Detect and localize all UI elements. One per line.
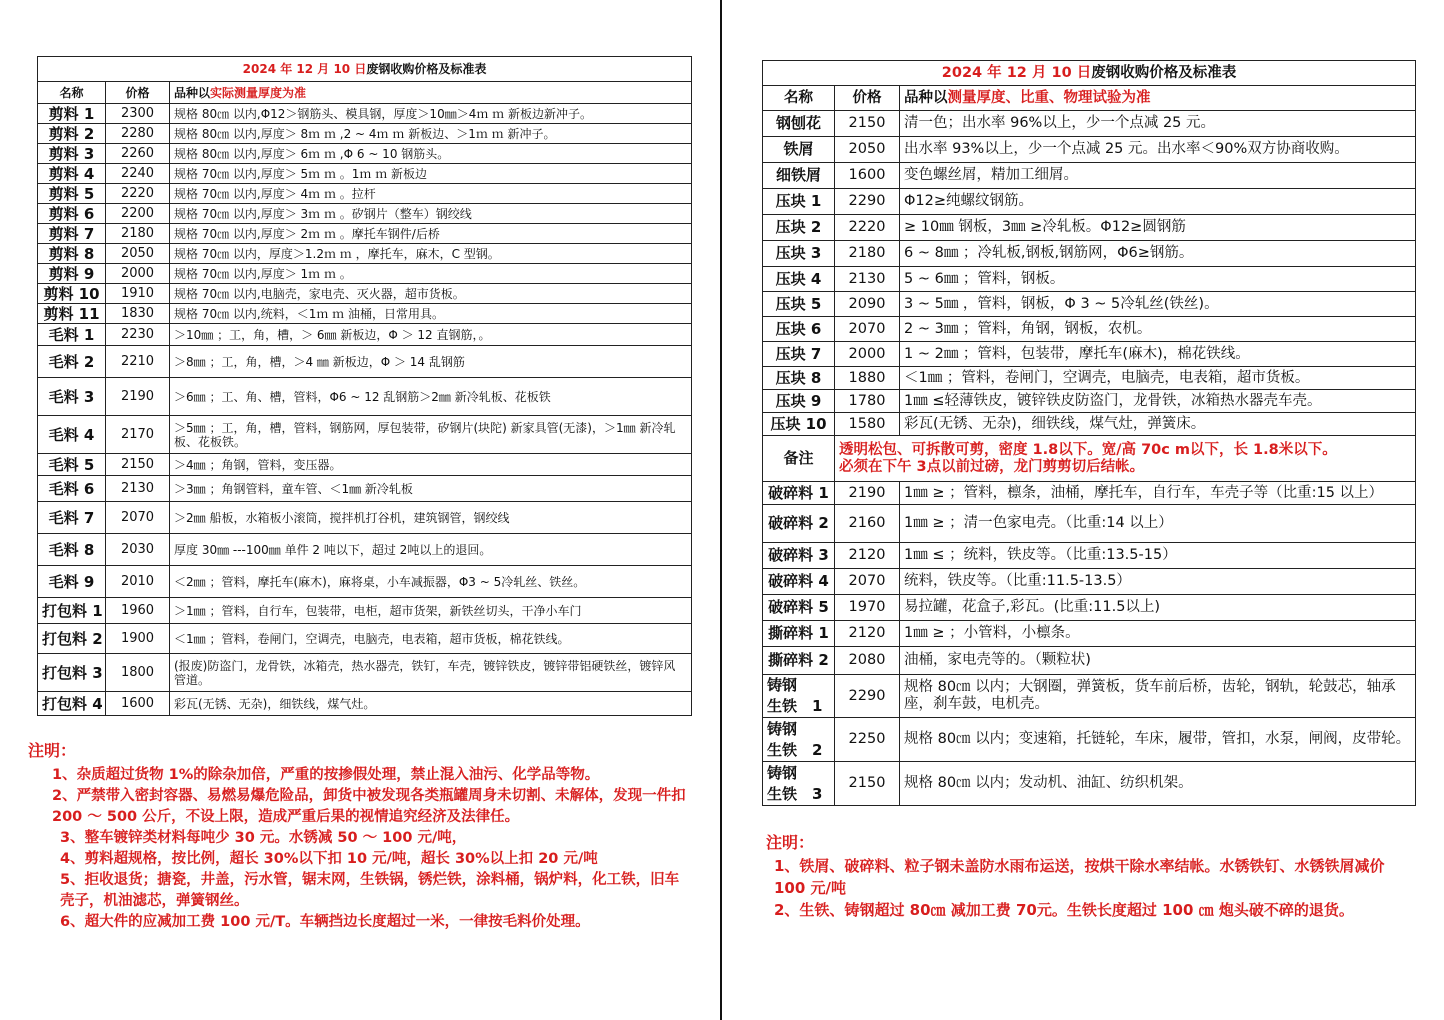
table-row	[763, 482, 1416, 505]
item-name: 毛料 6	[38, 476, 106, 502]
table-row	[763, 137, 1416, 163]
item-spec: ＞5㎜ ；工，角，槽，管料，钢筋网，厚包装带，矽钢片(块陀) 新家具管(无漆)，＞1㎜ 新冷轧板、花板铁。	[170, 416, 692, 454]
header-price: 价格	[106, 82, 170, 104]
item-spec: 规格 80㎝ 以内；发动机、油缸、纺织机架。	[900, 762, 1416, 806]
table-row	[38, 164, 692, 184]
item-price: 2070	[835, 569, 900, 595]
item-price: 2130	[835, 267, 900, 292]
item-name: 压块 4	[763, 267, 835, 292]
item-name: 剪料 3	[38, 144, 106, 164]
left-note-2: 2、严禁带入密封容器、易燃易爆危险品，卸货中被发现各类瓶罐周身未切割、未解体，发现一件扣 200 ～ 500 公斤，不设上限，造成严重后果的视情追究经济及法律任。	[52, 788, 686, 825]
item-name: 毛料 2	[38, 346, 106, 378]
item-spec: 规格 70㎝ 以内,电脑壳，家电壳、灭火器，超市货板。	[170, 284, 692, 304]
item-name: 破碎料 4	[763, 569, 835, 595]
item-spec: 6 ~ 8㎜ ；冷轧板,钢板,钢筋网，Φ6≥钢筋。	[900, 241, 1416, 267]
item-name	[763, 718, 835, 762]
item-spec: 2 ~ 3㎜ ；管料，角钢，钢板，农机。	[900, 317, 1416, 342]
left-note-1: 1、杂质超过货物 1%的除杂加倍，严重的按掺假处理，禁止混入油污、化学品等物。	[52, 767, 600, 783]
table-row	[763, 342, 1416, 367]
item-name: 压块 5	[763, 292, 835, 317]
remark-line-1: 透明松包、可拆散可剪，密度 1.8以下。宽/高 70c m以下，长 1.8米以下。	[839, 441, 1337, 458]
item-price: 2210	[106, 346, 170, 378]
table-row	[763, 292, 1416, 317]
item-name-line2: 生铁 3	[767, 784, 823, 803]
item-price: 2090	[835, 292, 900, 317]
table-row	[38, 284, 692, 304]
item-name: 打包料 4	[38, 692, 106, 716]
item-spec: 规格 70㎝ 以内,厚度＞ 3ｍ ｍ 。矽钢片（整车）钢绞线	[170, 204, 692, 224]
item-price: 2120	[835, 621, 900, 647]
item-name: 剪料 5	[38, 184, 106, 204]
table-row	[763, 413, 1416, 436]
item-spec: 1㎜ ≥ ；清一色家电壳。（比重:14 以上）	[900, 505, 1416, 543]
item-name: 破碎料 1	[763, 482, 835, 505]
item-price: 1580	[835, 413, 900, 436]
right-header-row	[763, 86, 1416, 111]
item-price: 1880	[835, 367, 900, 390]
item-price: 2180	[835, 241, 900, 267]
item-name: 撕碎料 1	[763, 621, 835, 647]
table-row	[38, 124, 692, 144]
item-price: 1830	[106, 304, 170, 324]
item-spec: ＞3㎜ ；角钢管料，童车管、＜1㎜ 新冷轧板	[170, 476, 692, 502]
item-name-line1: 铸钢	[767, 763, 798, 782]
item-name: 铁屑	[763, 137, 835, 163]
right-price-table	[762, 60, 1416, 806]
item-name: 破碎料 5	[763, 595, 835, 621]
item-name-line1: 铸钢	[767, 676, 798, 694]
item-name: 剪料 10	[38, 284, 106, 304]
item-price: 2290	[835, 675, 900, 718]
item-price: 2050	[835, 137, 900, 163]
item-spec: 厚度 30㎜ ---100㎜ 单件 2 吨以下，超过 2吨以上的退回。	[170, 534, 692, 566]
item-name: 毛料 3	[38, 378, 106, 416]
item-spec: 规格 80㎝ 以内,厚度＞ 6ｍ ｍ ,Φ 6 ~ 10 钢筋头。	[170, 144, 692, 164]
item-name	[763, 675, 835, 718]
table-row	[38, 654, 692, 692]
table-row	[38, 476, 692, 502]
item-price: 2250	[835, 718, 900, 762]
item-name: 压块 7	[763, 342, 835, 367]
right-table	[762, 60, 1416, 806]
item-spec: 1㎜ ≤ ；统料，铁皮等。（比重:13.5-15）	[900, 543, 1416, 569]
table-row	[38, 534, 692, 566]
item-name: 打包料 3	[38, 654, 106, 692]
item-price: 1600	[106, 692, 170, 716]
table-row	[38, 624, 692, 654]
table-row	[763, 762, 1416, 806]
remark-label: 备注	[763, 436, 835, 482]
item-name: 压块 9	[763, 390, 835, 413]
table-row	[38, 566, 692, 598]
table-row	[763, 595, 1416, 621]
item-name: 压块 2	[763, 215, 835, 241]
table-row	[38, 104, 692, 124]
table-row	[38, 378, 692, 416]
item-spec: 规格 70㎝ 以内,厚度＞ 1ｍ ｍ 。	[170, 264, 692, 284]
table-row	[38, 264, 692, 284]
item-name: 压块 6	[763, 317, 835, 342]
table-row	[763, 163, 1416, 189]
item-price: 1900	[106, 624, 170, 654]
item-spec: 出水率 93%以上，少一个点减 25 元。出水率＜90%双方协商收购。	[900, 137, 1416, 163]
item-name: 毛料 7	[38, 502, 106, 534]
table-row	[38, 454, 692, 476]
table-row	[38, 184, 692, 204]
remark-text	[835, 436, 1416, 482]
item-spec: 规格 80㎝ 以内；变速箱，托链轮，车床，履带，管扣，水泵，闸阀，皮带轮。	[900, 718, 1416, 762]
item-price: 2150	[835, 111, 900, 137]
item-spec: ＞6㎜ ；工、角、槽，管料，Φ6 ~ 12 乱钢筋＞2㎜ 新冷轧板、花板铁	[170, 378, 692, 416]
item-spec: 规格 70㎝ 以内,厚度＞ 4ｍ ｍ 。拉杆	[170, 184, 692, 204]
item-name: 剪料 2	[38, 124, 106, 144]
table-row	[38, 324, 692, 346]
table-row	[763, 621, 1416, 647]
item-name: 毛料 9	[38, 566, 106, 598]
table-row	[38, 502, 692, 534]
item-price: 2050	[106, 244, 170, 264]
left-price-table	[37, 56, 692, 716]
item-name-line2: 生铁 1	[767, 697, 823, 715]
header-desc: 品种以测量厚度、比重、物理试验为准	[900, 86, 1416, 111]
table-row	[763, 647, 1416, 675]
item-price: 2280	[106, 124, 170, 144]
item-name: 毛料 5	[38, 454, 106, 476]
item-spec: 1㎜ ≥ ；管料，檩条，油桶，摩托车，自行车，车壳子等（比重:15 以上）	[900, 482, 1416, 505]
item-name: 剪料 1	[38, 104, 106, 124]
item-price: 1960	[106, 598, 170, 624]
table-row	[763, 317, 1416, 342]
right-note-2: 2、生铁、铸钢超过 80㎝ 减加工费 70元。生铁长度超过 100 ㎝ 炮头破不碎的退货。	[774, 901, 1354, 919]
item-spec: 变色螺丝屑，精加工细屑。	[900, 163, 1416, 189]
item-name: 剪料 11	[38, 304, 106, 324]
table-row	[38, 346, 692, 378]
page-divider	[720, 0, 722, 1020]
remark-line-2: 必须在下午 3点以前过磅，龙门剪剪切后结帐。	[839, 458, 1145, 475]
item-price: 1800	[106, 654, 170, 692]
item-price: 2010	[106, 566, 170, 598]
item-spec: 规格 70㎝ 以内,厚度＞ 5ｍ ｍ 。1ｍ ｍ 新板边	[170, 164, 692, 184]
item-name-line1: 铸钢	[767, 719, 798, 738]
item-name: 压块 8	[763, 367, 835, 390]
item-price: 2170	[106, 416, 170, 454]
table-row	[763, 505, 1416, 543]
item-spec: 规格 70㎝ 以内，厚度＞1.2ｍ ｍ ，摩托车，麻木，C 型钢。	[170, 244, 692, 264]
item-name: 打包料 1	[38, 598, 106, 624]
item-spec: ＜1㎜ ；管料，卷闸门，空调壳，电脑壳，电表箱，超市货板。	[900, 367, 1416, 390]
table-row	[763, 543, 1416, 569]
left-notes-title: 注明：	[28, 741, 77, 760]
item-spec: ＞1㎜ ；管料，自行车，包装带，电柜，超市货架，新铁丝切头，干净小车门	[170, 598, 692, 624]
item-spec: (报废)防盗门，龙骨铁，冰箱壳，热水器壳，铁钉，车壳，镀锌铁皮，镀锌带铝硬铁丝，镀锌风管道。	[170, 654, 692, 692]
item-price: 2220	[835, 215, 900, 241]
left-header-row	[38, 82, 692, 104]
item-name: 打包料 2	[38, 624, 106, 654]
table-row	[38, 144, 692, 164]
item-price: 2180	[106, 224, 170, 244]
item-spec: Φ12≥纯螺纹钢筋。	[900, 189, 1416, 215]
item-spec: 规格 70㎝ 以内,统料，＜1ｍ ｍ 油桶，日常用具。	[170, 304, 692, 324]
item-price: 2200	[106, 204, 170, 224]
item-name: 剪料 9	[38, 264, 106, 284]
remark-row	[763, 436, 1416, 482]
item-name: 压块 1	[763, 189, 835, 215]
header-name: 名称	[763, 86, 835, 111]
item-name: 压块 3	[763, 241, 835, 267]
item-spec: 规格 70㎝ 以内,厚度＞ 2ｍ ｍ 。摩托车钢件/后桥	[170, 224, 692, 244]
item-price: 2000	[106, 264, 170, 284]
left-table-title: 2024 年 12 月 10 日废钢收购价格及标准表	[38, 57, 692, 82]
item-price: 2030	[106, 534, 170, 566]
table-row	[763, 267, 1416, 292]
left-table	[37, 56, 692, 716]
left-note-5: 5、拒收退货；搪瓷，井盖，污水管，锯末网，生铁锅，锈烂铁，涂料桶，锅炉料，化工铁，旧车壳子，机油滤芯，弹簧钢丝。	[60, 872, 680, 909]
item-price: 1780	[835, 390, 900, 413]
right-notes	[766, 830, 1414, 921]
item-price: 2000	[835, 342, 900, 367]
table-row	[763, 189, 1416, 215]
item-spec: ＜2㎜ ；管料，摩托车(麻木)，麻将桌，小车减振器，Φ3 ~ 5冷轧丝、铁丝。	[170, 566, 692, 598]
item-name: 剪料 7	[38, 224, 106, 244]
left-note-3: 3、整车镀锌类材料每吨少 30 元。水锈减 50 ～ 100 元/吨，	[60, 830, 467, 846]
left-note-6: 6、超大件的应减加工费 100 元/T。车辆挡边长度超过一米，一律按毛料价处理。	[60, 914, 590, 930]
header-name: 名称	[38, 82, 106, 104]
item-spec: ＞4㎜ ；角钢，管料，变压器。	[170, 454, 692, 476]
item-price: 2150	[835, 762, 900, 806]
table-row	[38, 224, 692, 244]
item-price: 2130	[106, 476, 170, 502]
table-row	[763, 241, 1416, 267]
item-price: 1600	[835, 163, 900, 189]
table-row	[38, 416, 692, 454]
item-name: 破碎料 2	[763, 505, 835, 543]
item-name: 毛料 1	[38, 324, 106, 346]
item-price: 2160	[835, 505, 900, 543]
item-spec: 3 ~ 5㎜ ，管料，钢板，Φ 3 ~ 5冷轧丝(铁丝)。	[900, 292, 1416, 317]
right-notes-title: 注明：	[766, 833, 815, 852]
item-name: 剪料 6	[38, 204, 106, 224]
item-name: 撕碎料 2	[763, 647, 835, 675]
table-row	[763, 569, 1416, 595]
item-spec: 规格 80㎝ 以内,厚度＞ 8ｍ ｍ ,2 ~ 4ｍ ｍ 新板边、＞1ｍ ｍ 新冲子。	[170, 124, 692, 144]
item-price: 2070	[106, 502, 170, 534]
item-spec: 规格 80㎝ 以内,Φ12＞钢筋头、模具钢，厚度＞10㎜＞4ｍ ｍ 新板边新冲子。	[170, 104, 692, 124]
table-row	[38, 598, 692, 624]
item-name: 细铁屑	[763, 163, 835, 189]
table-row	[763, 390, 1416, 413]
item-name: 破碎料 3	[763, 543, 835, 569]
item-spec: 5 ~ 6㎜ ；管料，钢板。	[900, 267, 1416, 292]
item-name: 剪料 4	[38, 164, 106, 184]
item-spec: 彩瓦(无锈、无杂)，细铁线，煤气灶。	[170, 692, 692, 716]
item-name: 毛料 4	[38, 416, 106, 454]
item-price: 2070	[835, 317, 900, 342]
item-name: 剪料 8	[38, 244, 106, 264]
item-price: 2120	[835, 543, 900, 569]
item-spec: ≥ 10㎜ 钢板，3㎜ ≥冷轧板。Φ12≥圆钢筋	[900, 215, 1416, 241]
item-name-line2: 生铁 2	[767, 740, 823, 759]
item-price: 2260	[106, 144, 170, 164]
item-spec: 1 ~ 2㎜ ；管料，包装带，摩托车(麻木)，棉花铁线。	[900, 342, 1416, 367]
table-row	[38, 244, 692, 264]
item-price: 2220	[106, 184, 170, 204]
item-price: 2300	[106, 104, 170, 124]
item-name: 毛料 8	[38, 534, 106, 566]
item-spec: 彩瓦(无锈、无杂)，细铁线，煤气灶，弹簧床。	[900, 413, 1416, 436]
right-table-title: 2024 年 12 月 10 日废钢收购价格及标准表	[763, 61, 1416, 86]
item-price: 2190	[835, 482, 900, 505]
item-price: 2230	[106, 324, 170, 346]
item-price: 2080	[835, 647, 900, 675]
item-spec: ＞10㎜ ；工，角，槽，＞ 6㎜ 新板边，Φ ＞ 12 直钢筋，。	[170, 324, 692, 346]
table-row	[38, 304, 692, 324]
table-row	[763, 718, 1416, 762]
table-row	[763, 675, 1416, 718]
item-spec: 1㎜ ≤轻薄铁皮，镀锌铁皮防盗门，龙骨铁，冰箱热水器壳车壳。	[900, 390, 1416, 413]
item-name: 压块 10	[763, 413, 835, 436]
table-row	[763, 367, 1416, 390]
item-price: 1970	[835, 595, 900, 621]
header-price: 价格	[835, 86, 900, 111]
item-spec: ＜1㎜ ；管料，卷闸门，空调壳，电脑壳，电表箱，超市货板，棉花铁线。	[170, 624, 692, 654]
item-name: 钢刨花	[763, 111, 835, 137]
item-spec: ＞2㎜ 船板，水箱板小滚筒，搅拌机打谷机，建筑钢管，钢绞线	[170, 502, 692, 534]
item-price: 2190	[106, 378, 170, 416]
item-spec: 1㎜ ≥ ；小管料，小檩条。	[900, 621, 1416, 647]
left-notes	[28, 738, 688, 933]
item-spec: 规格 80㎝ 以内；大钢圈，弹簧板，货车前后桥，齿轮，钢轨，轮鼓芯，轴承座，刹车鼓，电机壳。	[900, 675, 1416, 718]
item-spec: ＞8㎜ ；工，角，槽，＞4 ㎜ 新板边，Φ ＞ 14 乱钢筋	[170, 346, 692, 378]
item-price: 1910	[106, 284, 170, 304]
right-note-1: 1、铁屑、破碎料、粒子钢未盖防水雨布运送，按烘干除水率结帐。水锈铁钉、水锈铁屑减价 100 元/吨	[774, 857, 1385, 897]
header-desc: 品种以实际测量厚度为准	[170, 82, 692, 104]
table-row	[38, 204, 692, 224]
table-row	[38, 692, 692, 716]
table-row	[763, 215, 1416, 241]
table-row	[763, 111, 1416, 137]
item-price: 2290	[835, 189, 900, 215]
item-spec: 清一色；出水率 96%以上，少一个点减 25 元。	[900, 111, 1416, 137]
item-price: 2150	[106, 454, 170, 476]
item-spec: 统料，铁皮等。（比重:11.5-13.5）	[900, 569, 1416, 595]
left-note-4: 4、剪料超规格，按比例，超长 30%以下扣 10 元/吨，超长 30%以上扣 20 元/吨	[60, 851, 598, 867]
item-name	[763, 762, 835, 806]
item-spec: 油桶，家电壳等的。（颗粒状)	[900, 647, 1416, 675]
item-price: 2240	[106, 164, 170, 184]
item-spec: 易拉罐，花盒子,彩瓦。(比重:11.5以上)	[900, 595, 1416, 621]
